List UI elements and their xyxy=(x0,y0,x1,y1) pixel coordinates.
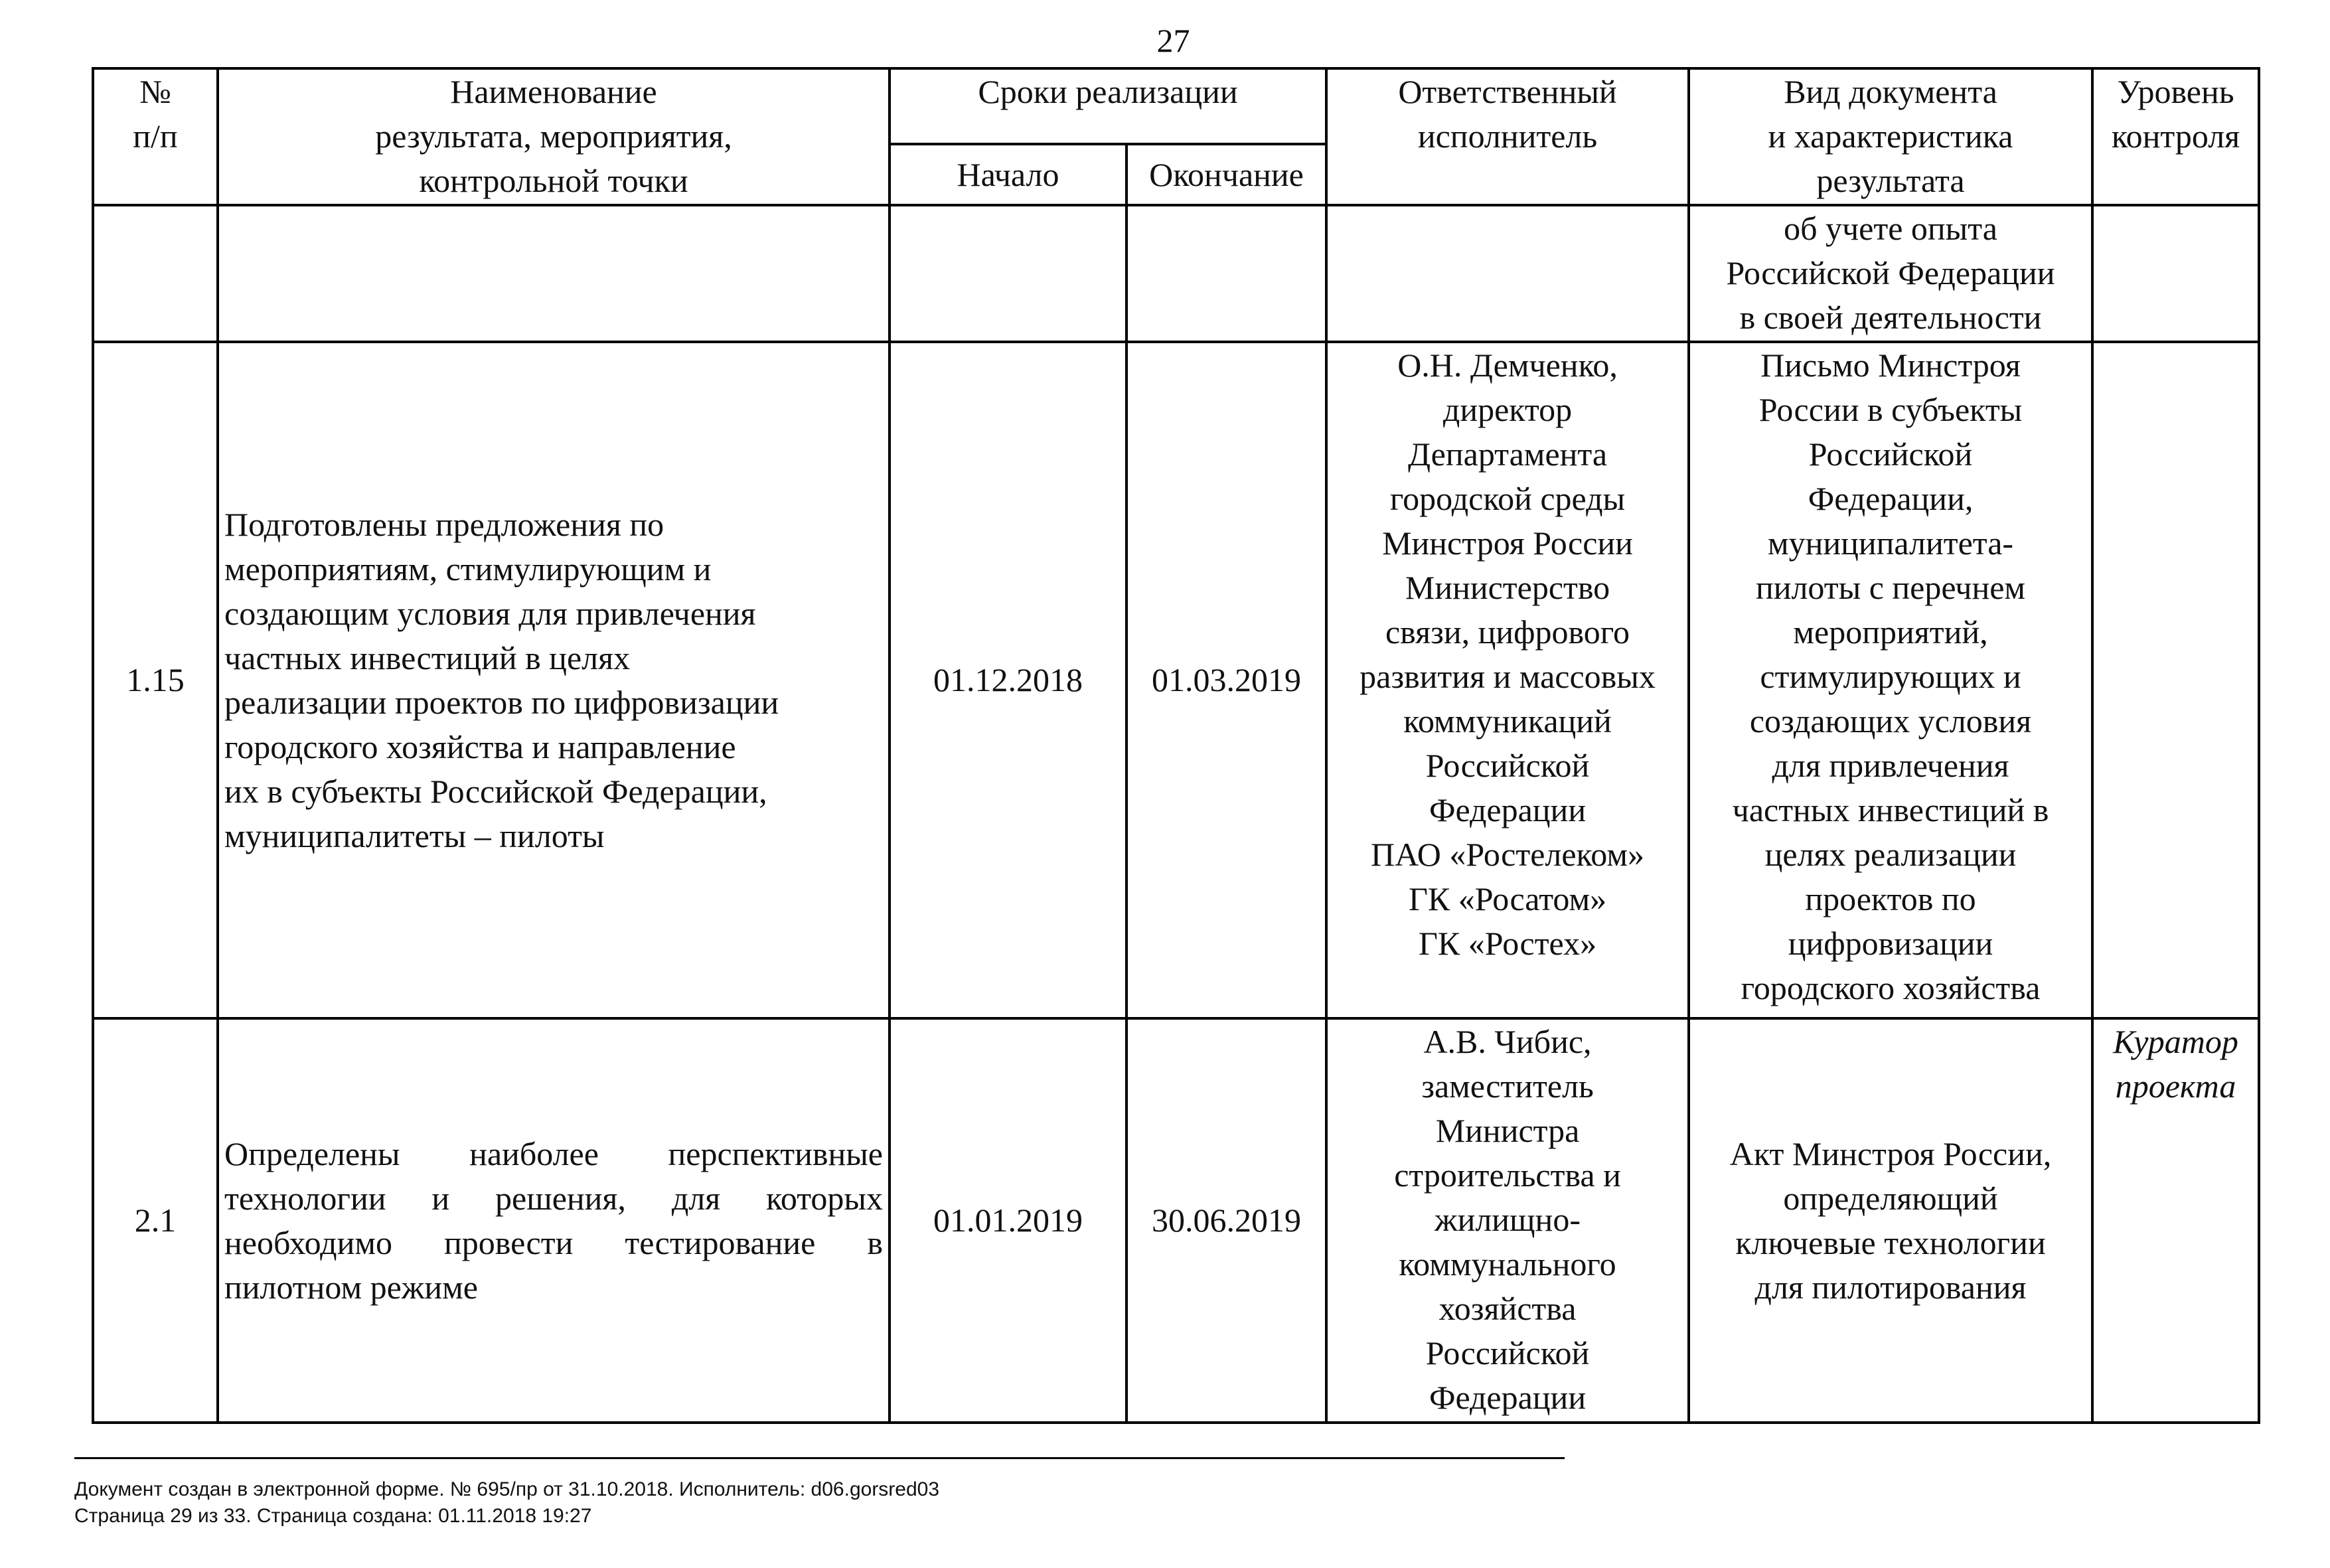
header-start: Начало xyxy=(890,144,1126,205)
row-name: Подготовлены предложения по мероприятиям, стимулирующим и создающим условия для привлечения частных инвестиций в целях реализации проектов по цифровизации городского хозяйства и направление их в субъекты Российской Федерации, муниципалитеты – пилоты xyxy=(218,342,890,1018)
row-num xyxy=(93,205,218,342)
table-row-continuation xyxy=(93,205,2259,342)
row-num: 1.15 xyxy=(93,342,218,1018)
row-responsible xyxy=(1326,205,1689,342)
table-row-1-15 xyxy=(93,342,2259,1018)
footer-divider xyxy=(74,1457,1565,1459)
header-responsible: Ответственный исполнитель xyxy=(1326,68,1689,205)
row-responsible: О.Н. Демченко, директор Департамента городской среды Минстроя России Министерство связи, цифрового развития и массовых коммуникаций Российской Федерации ПАО «Ростелеком» ГК «Росатом» ГК «Ростех» xyxy=(1326,342,1689,1018)
row-num: 2.1 xyxy=(93,1018,218,1423)
page-number: 27 xyxy=(1156,22,1190,59)
header-terms: Сроки реализации xyxy=(890,68,1326,144)
row-doc-type: об учете опыта Российской Федерации в своей деятельности xyxy=(1689,205,2092,342)
header-name: Наименование результата, мероприятия, контрольной точки xyxy=(218,68,890,205)
row-control: Куратор проекта xyxy=(2092,1018,2259,1423)
row-doc-type: Акт Минстроя России, определяющий ключевые технологии для пилотирования xyxy=(1689,1018,2092,1423)
row-start: 01.01.2019 xyxy=(890,1018,1126,1423)
row-start: 01.12.2018 xyxy=(890,342,1126,1018)
row-control xyxy=(2092,205,2259,342)
plan-table xyxy=(92,67,2260,1424)
row-name: Определены наиболее перспективные технологии и решения, для которых необходимо провести тестирование в пилотном режиме xyxy=(218,1018,890,1423)
row-end: 01.03.2019 xyxy=(1126,342,1326,1018)
footer-line-1: Документ создан в электронной форме. № 695/пр от 31.10.2018. Исполнитель: d06.gorsred03 xyxy=(74,1478,940,1500)
table-row-2-1 xyxy=(93,1018,2259,1423)
header-num: № п/п xyxy=(93,68,218,205)
header-doc-type: Вид документа и характеристика результата xyxy=(1689,68,2092,205)
row-control xyxy=(2092,342,2259,1018)
row-start xyxy=(890,205,1126,342)
row-end xyxy=(1126,205,1326,342)
footer xyxy=(74,1476,939,1529)
footer-line-2: Страница 29 из 33. Страница создана: 01.11.2018 19:27 xyxy=(74,1505,592,1527)
header-end: Окончание xyxy=(1126,144,1326,205)
row-responsible: А.В. Чибис, заместитель Министра строительства и жилищно- коммунального хозяйства Российской Федерации xyxy=(1326,1018,1689,1423)
header-row xyxy=(93,68,2259,144)
header-control: Уровень контроля xyxy=(2092,68,2259,205)
row-name xyxy=(218,205,890,342)
row-end: 30.06.2019 xyxy=(1126,1018,1326,1423)
row-doc-type: Письмо Минстроя России в субъекты Российской Федерации, муниципалитета- пилоты с перечнем мероприятий, стимулирующих и создающих условия для привлечения частных инвестиций в целях реализации проектов по цифровизации городского хозяйства xyxy=(1689,342,2092,1018)
